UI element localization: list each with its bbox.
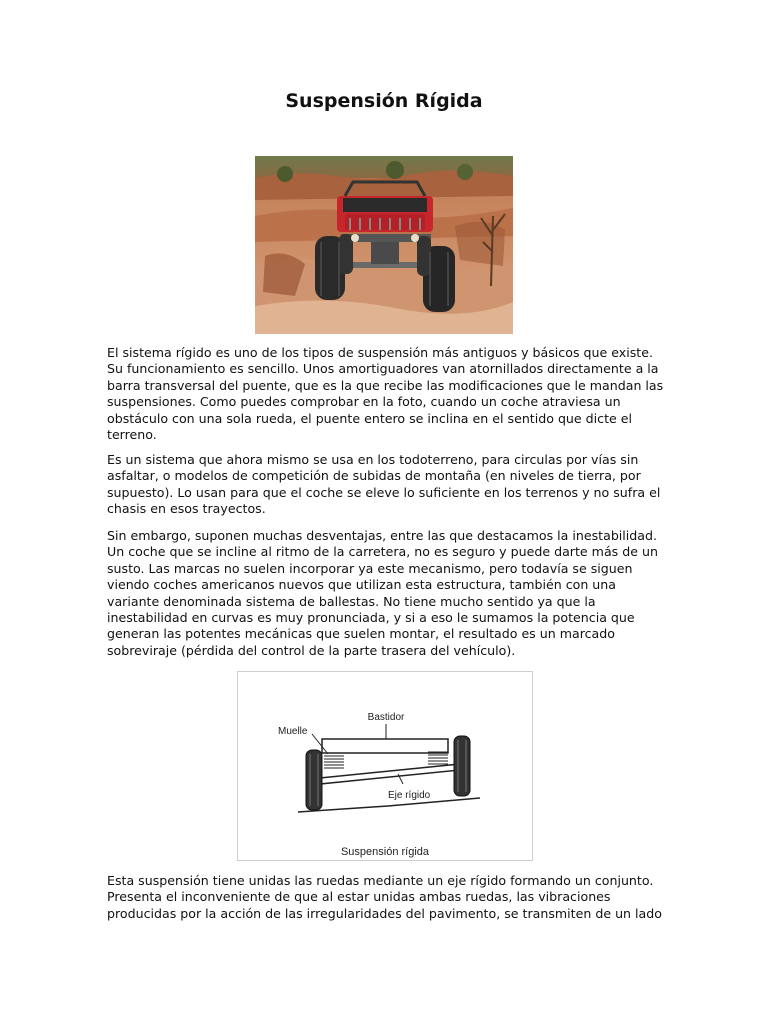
frame-bar	[322, 739, 448, 753]
label-bastidor: Bastidor	[367, 712, 405, 723]
page-title: Suspensión Rígida	[285, 90, 483, 112]
paragraph-3: Sin embargo, suponen muchas desventajas, entre las que destacamos la inestabilidad. Un coche que se incline al ritmo de la carretera, no es seguro y puede darte más de un susto. Las marcas no suelen incorporar ya este mecanismo, pero todavía se siguen viendo coches americanos nuevos que utilizan esta estructura, también con una variante denominada sistema de ballestas. No tiene mucho sentido ya que la inestabilidad en curvas es muy pronunciada, y si a eso le sumamos la potencia que generan las potentes mecánicas que suelen montar, el resultado es un marcado sobreviraje (pérdida del control de la parte trasera del vehículo).	[107, 528, 658, 658]
wheel-right	[454, 736, 470, 796]
diagram-caption: Suspensión rígida	[340, 846, 430, 858]
rigid-axle	[320, 764, 460, 784]
paragraph-1: El sistema rígido es uno de los tipos de suspensión más antiguos y básicos que existe. Su funcionamiento es sencillo. Unos amortiguadores van atornillados directamente a la barra transversal del puente, que es la que recibe las modificaciones que le mandan las suspensiones. Como puedes comprobar en la foto, cuando un coche atraviesa un obstáculo con una sola rueda, el puente entero se inclina en el sentido que dicte el terreno.	[107, 345, 664, 443]
spring-left	[324, 756, 344, 768]
paragraph-2: Es un sistema que ahora mismo se usa en los todoterreno, para circulas por vías sin asfaltar, o modelos de competición de subidas de montaña (en niveles de tierra, por supuesto). Lo usan para que el coche se eleve lo suficiente en los terrenos y no sufra el chasis en esos trayectos.	[107, 452, 661, 517]
paragraph-4: Esta suspensión tiene unidas las ruedas mediante un eje rígido formando un conjunto. Presenta el inconveniente de que al estar unidas ambas ruedas, las vibraciones producidas por la acción de las irregularidades del pavimento, se transmiten de un lado	[107, 873, 662, 921]
rigid-suspension-diagram	[237, 671, 533, 861]
spring-right	[428, 752, 448, 764]
offroad-jeep-photo	[255, 156, 513, 334]
label-eje-rigido: Eje rígido	[388, 790, 431, 801]
wheel-left	[306, 750, 322, 810]
label-muelle: Muelle	[278, 726, 308, 737]
